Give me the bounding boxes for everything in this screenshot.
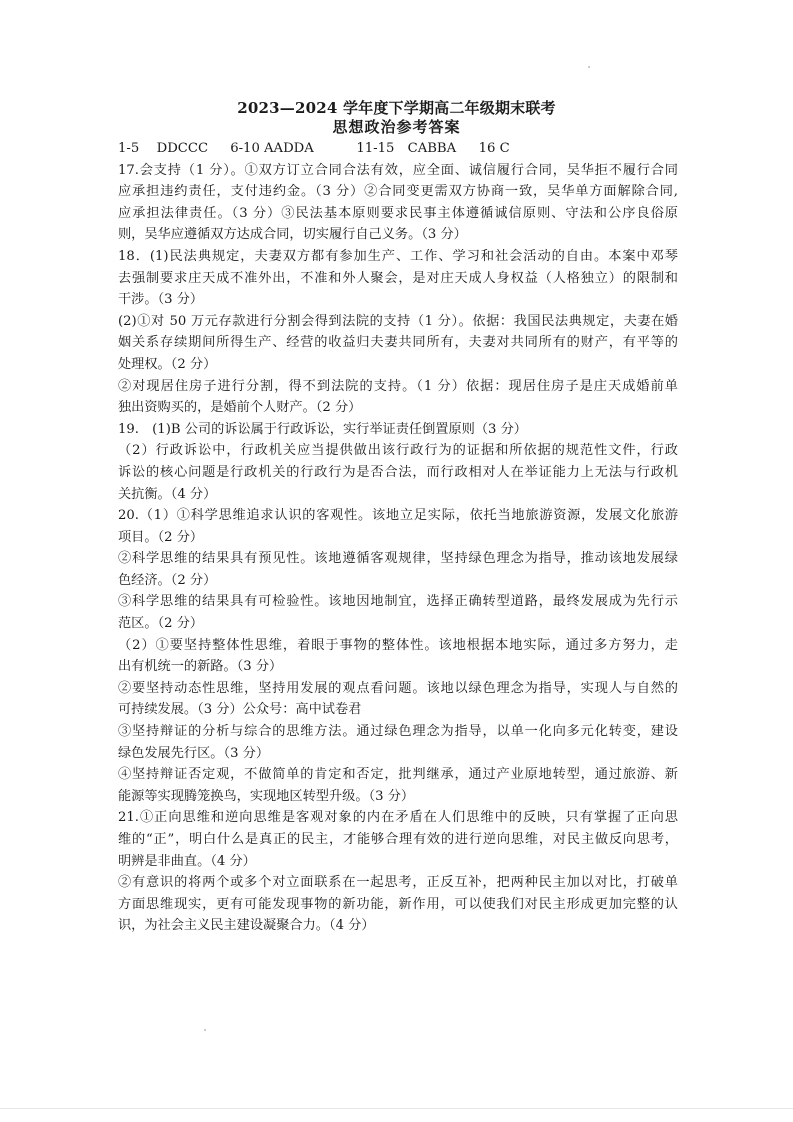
answer-line: ③科学思维的结果具有可检验性。该地因地制宜，选择正确转型道路，最终发展成为先行示 [118,594,678,610]
answer-line: 去强制要求庄天成不准外出，不准和外人聚会，是对庄天成人身权益（人格独立）的限制和 [118,270,678,286]
answer-line: 关抗衡。（4 分） [118,486,217,502]
answer-line: ③坚持辩证的分析与综合的思维方法。通过绿色理念为指导，以单一化向多元化转变，建设 [118,724,678,740]
answer-line: 明辨是非曲直。（4 分） [118,853,256,869]
scan-speck [204,1029,206,1031]
answer-line: 能源等实现腾笼换鸟，实现地区转型升级。（3 分） [118,788,415,804]
page-bottom-edge [0,1108,793,1109]
document-subtitle: 思想政治参考答案 [332,118,461,136]
answer-line: ②有意识的将两个或多个对立面联系在一起思考，正反互补，把两种民主加以对比，打破单 [118,875,678,891]
answer-line: 21.①正向思维和逆向思维是客观对象的内在矛盾在人们思维中的反映，只有掌握了正向思 [118,810,678,826]
answer-line: 绿色发展先行区。（3 分） [118,745,270,761]
answer-line: 独出资购买的，是婚前个人财产。（2 分） [118,400,362,416]
answer-line: 出有机统一的新路。（3 分） [118,659,283,675]
answer-line: ②科学思维的结果具有预见性。该地遵循客观规律，坚持绿色理念为指导，推动该地发展绿 [118,551,678,567]
answer-line: 范区。（2 分） [118,616,204,632]
answer-line: （2）①要坚持整体性思维，着眼于事物的整体性。该地根据本地实际，通过多方努力，走 [118,637,678,653]
answer-line: 方面思维现实，更有可能发现事物的新功能，新作用，可以使我们对民主形成更加完整的认 [118,896,678,912]
answer-line: 19. (1)B 公司的诉讼属于行政诉讼，实行举证责任倒置原则（3 分） [118,421,527,437]
answer-line: 应承担法律责任。（3 分）③民法基本原则要求民事主体遵循诚信原则、守法和公序良俗原 [118,205,678,221]
answer-line: 20.（1）①科学思维追求认识的客观性。该地立足实际，依托当地旅游资源，发展文化旅游 [118,508,678,524]
answer-line: 识，为社会主义民主建设凝聚合力。（4 分） [118,918,375,934]
answer-line: 则，吴华应遵循双方达成合同，切实履行自己义务。（3 分） [118,227,467,243]
document-title: 2023—2024 学年度下学期高二年级期末联考 [237,99,556,117]
answer-line: 17.会支持（1 分）。①双方订立合同合法有效，应全面、诚信履行合同，吴华拒不履行合同 [118,162,678,178]
choice-answers-6-10: 6-10 AADDA [230,141,314,156]
answer-line: 干涉。（3 分） [118,292,204,308]
answer-line: 可持续发展。（3 分）公众号：高中试卷君 [118,702,362,718]
answer-line: 色经济。（2 分） [118,572,217,588]
scan-speck [588,66,590,68]
answer-line: 维的“正”，明白什么是真正的民主，才能够合理有效的进行逆向思维，对民主做反向思考， [118,832,678,847]
choice-answers-1-5: 1-5 DDCCC [118,141,209,156]
answer-line: 18．(1)民法典规定，夫妻双方都有参加生产、工作、学习和社会活动的自由。本案中邓琴 [118,248,678,264]
answer-line: (2)①对 50 万元存款进行分割会得到法院的支持（1 分）。依据：我国民法典规定，夫妻在婚 [118,313,678,329]
answer-line: ②要坚持动态性思维，坚持用发展的观点看问题。该地以绿色理念为指导，实现人与自然的 [118,680,678,696]
answer-line: 处理权。（2 分） [118,356,217,372]
answer-line: ②对现居住房子进行分割，得不到法院的支持。（1 分）依据：现居住房子是庄天成婚前单 [118,378,678,394]
answer-line: ④坚持辩证否定观，不做简单的肯定和否定，批判继承，通过产业原地转型，通过旅游、新 [118,767,678,783]
answer-line: 项目。（2 分） [118,529,204,545]
answer-line: 诉讼的核心问题是行政机关的行政行为是否合法，而行政相对人在举证能力上无法与行政机 [118,464,678,480]
choice-answers-row [118,138,678,160]
choice-answers-16: 16 C [478,141,510,156]
choice-answers-11-15: 11-15 CABBA [356,141,457,156]
answer-line: 应承担违约责任，支付违约金。（3 分）②合同变更需双方协商一致，吴华单方面解除合同, [118,184,678,200]
answer-line: （2）行政诉讼中，行政机关应当提供做出该行政行为的证据和所依据的规范性文件，行政 [118,443,678,459]
answer-body [118,138,678,937]
answer-line: 姻关系存续期间所得生产、经营的收益归夫妻共同所有，夫妻对共同所有的财产，有平等的 [118,335,678,351]
